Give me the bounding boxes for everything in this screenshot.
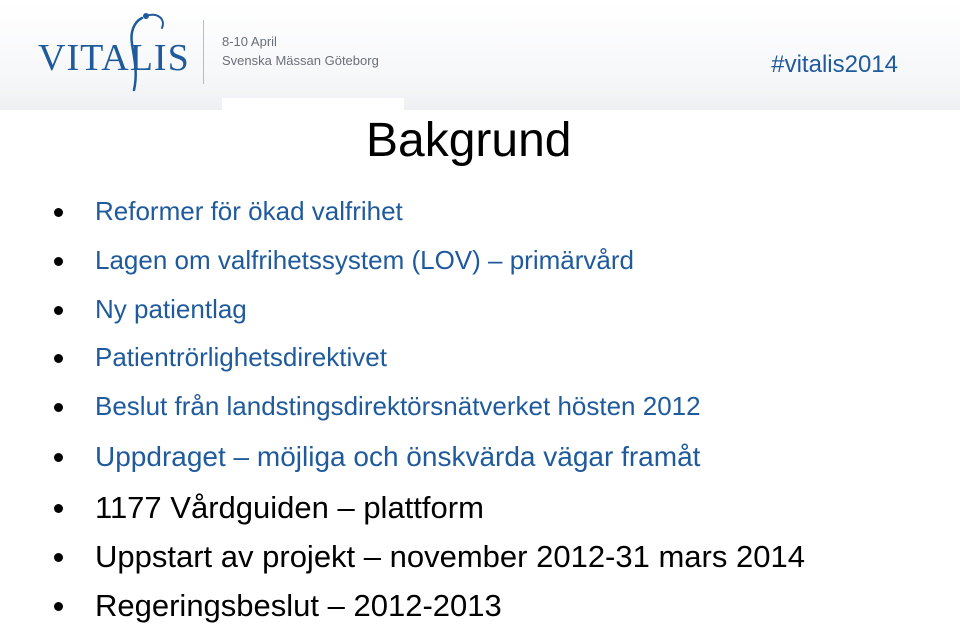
bullet-dot-icon — [54, 208, 63, 217]
header-banner — [0, 0, 960, 110]
slide-title: Bakgrund — [366, 114, 572, 167]
bullet-text: Lagen om valfrihetssystem (LOV) – primärvård — [95, 245, 634, 275]
bullet-text: 1177 Vårdguiden – plattform — [95, 490, 484, 525]
event-venue: Svenska Mässan Göteborg — [222, 53, 379, 68]
bullet-dot-icon — [54, 403, 63, 412]
bullet-dot-icon — [54, 257, 63, 266]
header-divider — [203, 20, 204, 84]
bullet-text: Beslut från landstingsdirektörsnätverket hösten 2012 — [95, 391, 701, 421]
bullet-text: Patientrörlighetsdirektivet — [95, 342, 387, 372]
event-date: 8-10 April — [222, 34, 277, 49]
bullet-text: Regeringsbeslut – 2012-2013 — [95, 588, 502, 623]
bullet-text: Uppdraget – möjliga och önskvärda vägar framåt — [95, 441, 701, 472]
bullet-dot-icon — [54, 504, 63, 513]
bullet-text: Reformer för ökad valfrihet — [95, 196, 403, 226]
event-hashtag: #vitalis2014 — [771, 51, 898, 78]
bullet-dot-icon — [54, 354, 63, 363]
bullet-text: Ny patientlag — [95, 294, 247, 324]
bullet-dot-icon — [54, 602, 63, 611]
bullet-dot-icon — [54, 453, 63, 462]
bullet-text: Uppstart av projekt – november 2012-31 mars 2014 — [95, 539, 805, 574]
bullet-dot-icon — [54, 553, 63, 562]
bullet-dot-icon — [54, 306, 63, 315]
vitalis-logo: VITALIS — [38, 37, 190, 79]
